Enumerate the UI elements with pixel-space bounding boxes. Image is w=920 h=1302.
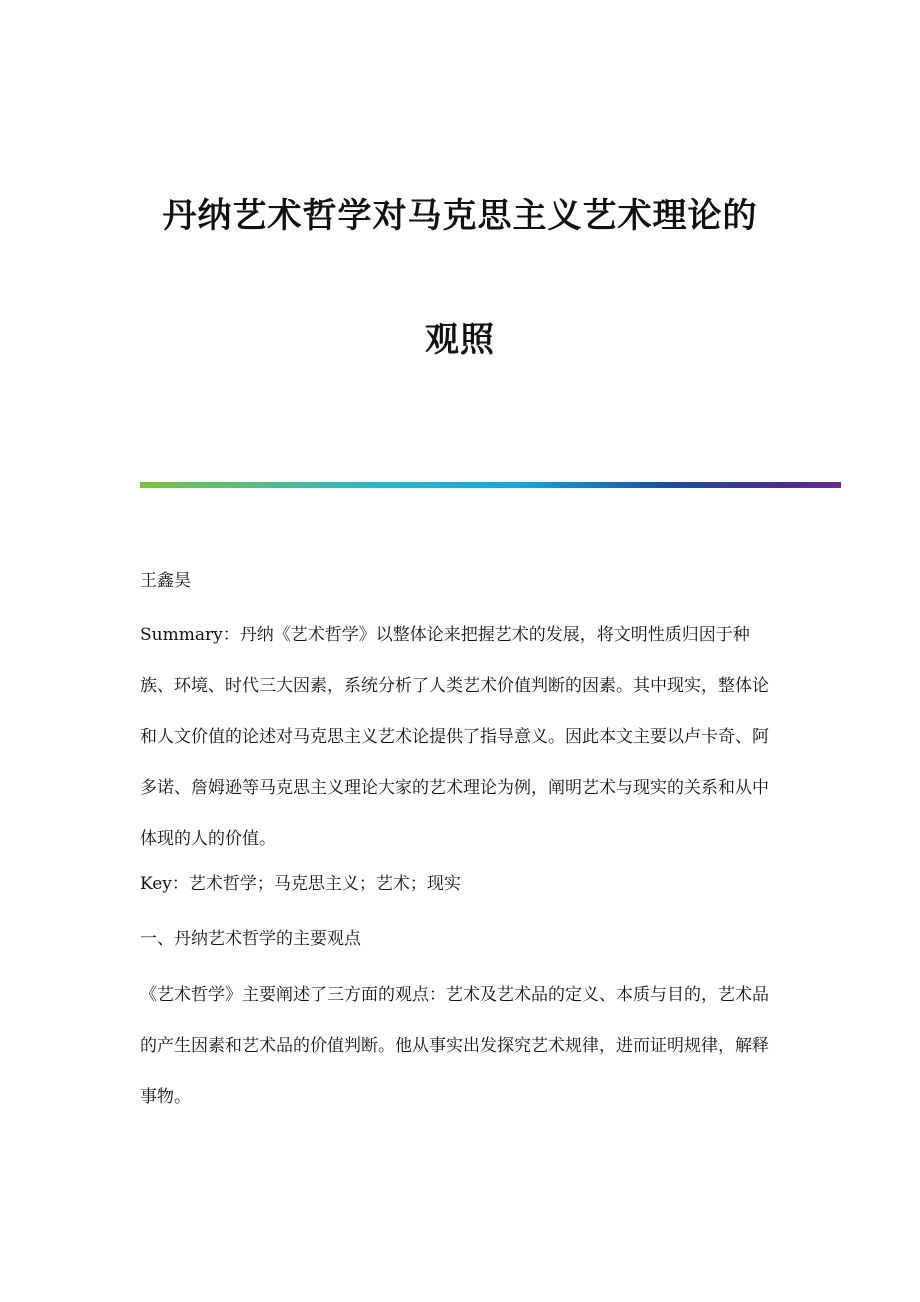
author-name: 王鑫昊 xyxy=(140,571,191,591)
section-paragraph: 《艺术哲学》主要阐述了三方面的观点：艺术及艺术品的定义、本质与目的，艺术品的产生因素和艺术品的价值判断。他从事实出发探究艺术规律，进而证明规律，解释事物。 xyxy=(140,985,769,1107)
document-title-line-1: 丹纳艺术哲学对马克思主义艺术理论的 xyxy=(162,196,758,236)
document-title-line-2: 观照 xyxy=(425,320,495,360)
summary-paragraph: Summary：丹纳《艺术哲学》以整体论来把握艺术的发展，将文明性质归因于种族、环境、时代三大因素，系统分析了人类艺术价值判断的因素。其中现实，整体论和人文价值的论述对马克思主义艺术论提供了指导意义。因此本文主要以卢卡奇、阿多诺、詹姆逊等马克思主义理论大家的艺术理论为例，阐明艺术与现实的关系和从中体现的人的价值。 xyxy=(140,625,769,849)
gradient-divider xyxy=(140,482,841,488)
keywords-line: Key：艺术哲学；马克思主义；艺术；现实 xyxy=(140,874,461,894)
section-heading: 一、丹纳艺术哲学的主要观点 xyxy=(140,929,361,949)
